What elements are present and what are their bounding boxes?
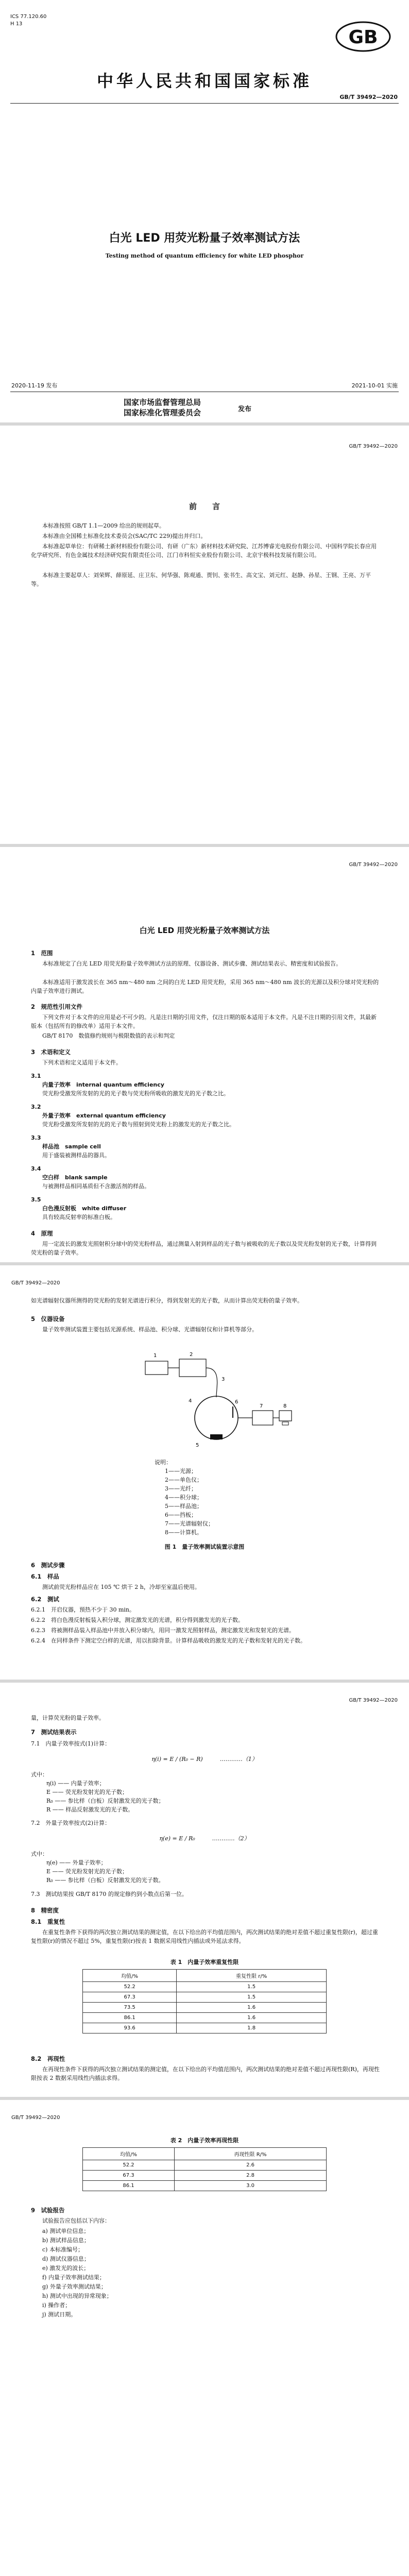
term-number: 3.1 xyxy=(31,1073,41,1079)
body-paragraph: 量子效率测试装置主要包括光源系统、样品池、积分球、光谱辐射仪和计算机等部分。 xyxy=(42,1326,258,1333)
formula-variable: η(e) —— 外量子效率； xyxy=(46,1859,107,1866)
term-definition: 荧光粉受激发所发射的光的光子数与荧光粉所吸收的激发光的光子数之比。 xyxy=(42,1090,229,1097)
table-header: 再现性限 R/% xyxy=(175,2148,327,2160)
term-title: 内量子效率 internal quantum efficiency xyxy=(42,1081,164,1088)
table-cell: 73.5 xyxy=(83,2003,177,2013)
page-separator xyxy=(0,1680,409,1683)
sample-cell xyxy=(210,1434,223,1439)
term-number: 3.5 xyxy=(31,1196,41,1203)
figure-label: 8 xyxy=(283,1403,287,1409)
table-row xyxy=(83,2003,327,2013)
body-paragraph: 本标准规定了白光 LED 用荧光粉量子效率测试方法的原理、仪器设备、测试步骤、测试结果表示、精密度和试验报告。 xyxy=(42,960,342,967)
table-header-row xyxy=(83,2148,327,2160)
report-item: i) 操作者； xyxy=(42,2302,71,2309)
table-cell: 93.6 xyxy=(83,2023,177,2033)
page-separator xyxy=(0,844,409,847)
figure-label: 4 xyxy=(189,1398,192,1404)
term-title: 空白样 blank sample xyxy=(42,1174,108,1181)
table-cell: 67.3 xyxy=(83,1992,177,2003)
step-item: 6.2.3 将被测样品装入样品池中并放入积分球内，用同一激发光照射样品，测定激发光和发射光的光谱。 xyxy=(31,1627,295,1634)
legend-item: 7——光谱辐射仪； xyxy=(165,1520,214,1527)
report-item: c) 本标准编号； xyxy=(42,2246,83,2253)
table-cell: 1.6 xyxy=(177,2003,327,2013)
legend-item: 5——样品池； xyxy=(165,1503,202,1510)
body-paragraph: 下列文件对于本文件的应用是必不可少的。凡是注日期的引用文件，仅注日期的版本适用于本文件。凡是不注日期的引用文件，其最新版本（包括所有的修改单）适用于本文件。 xyxy=(31,1014,377,1029)
term-number: 3.4 xyxy=(31,1165,41,1172)
formula-where: 式中： xyxy=(31,1851,48,1857)
subsection-heading: 6.1 样品 xyxy=(31,1573,59,1580)
table-caption: 表 2 内量子效率再现性限 xyxy=(170,2137,239,2144)
measurement-setup-diagram xyxy=(139,1346,294,1454)
term-title: 白色漫反射板 white diffuser xyxy=(42,1205,127,1212)
table-cell: 1.6 xyxy=(177,2013,327,2023)
figure-label: 3 xyxy=(221,1377,225,1382)
foreword-paragraph: 本标准由全国稀土标准化技术委员会(SAC/TC 229)提出并归口。 xyxy=(42,533,207,539)
term-definition: 荧光粉受激发所发射的光的光子数与照射到荧光粉上的激发光的光子数之比。 xyxy=(42,1121,235,1128)
term-title: 外量子效率 external quantum efficiency xyxy=(42,1112,166,1119)
page-separator xyxy=(0,1262,409,1265)
table-row xyxy=(83,1982,327,1992)
figure-label: 5 xyxy=(196,1443,199,1448)
table-cell: 52.2 xyxy=(83,1982,177,1992)
clause-text: 7.3 测试结果按 GB/T 8170 的规定修约到小数点后第一位。 xyxy=(31,1891,188,1897)
step-item: 6.2.4 在同样条件下测定空白样的光谱，用以扣除背景。计算样品吸收的激发光的光子数和发射光的光子数。 xyxy=(31,1637,306,1644)
table-row xyxy=(83,1992,327,2003)
body-paragraph: 下列术语和定义适用于本文件。 xyxy=(42,1059,122,1066)
table-cell: 67.3 xyxy=(83,2171,175,2181)
legend-item: 8——计算机。 xyxy=(165,1529,202,1536)
table-header: 均值/% xyxy=(83,2148,175,2160)
term-definition: 具有较高反射率的标准白板。 xyxy=(42,1214,116,1221)
normative-reference: GB/T 8170 数值修约规则与极限数值的表示和判定 xyxy=(42,1032,175,1039)
subsection-heading: 8.1 重复性 xyxy=(31,1918,65,1925)
legend-item: 1——光源； xyxy=(165,1468,197,1475)
term-number: 3.3 xyxy=(31,1134,41,1141)
page-header: GB/T 39492—2020 xyxy=(349,1698,398,1703)
monochromator-box xyxy=(179,1359,206,1377)
figure-label: 1 xyxy=(154,1353,157,1359)
foreword-paragraph: 本标准起草单位：有研稀土新材料股份有限公司、有研（广东）新材料技术研究院、江苏博睿光电股份有限公司、中国科学院长春应用化学研究所、有色金属技术经济研究院有限责任公司、江门市科恒实业股份有限公司、北京宇极科技发展有限公司。 xyxy=(31,543,377,558)
table-row xyxy=(83,2023,327,2033)
section-heading: 5 仪器设备 xyxy=(31,1315,65,1323)
section-heading: 7 测试结果表示 xyxy=(31,1728,77,1736)
page-header: GB/T 39492—2020 xyxy=(11,1280,60,1286)
formula-variable: E —— 荧光粉发射光的光子数； xyxy=(46,1789,128,1795)
formula-variable: E —— 荧光粉发射光的光子数； xyxy=(46,1868,128,1875)
body-paragraph: 在再现性条件下获得的两次独立测试结果的测定值，在以下给出的平均值范围内，两次测试结果的绝对差值不超过再现性限(R)，再现性限按表 2 数据采用线性内插法求得。 xyxy=(31,2066,380,2081)
report-item: d) 测试仪器信息； xyxy=(42,2256,90,2262)
term-title: 样品池 sample cell xyxy=(42,1143,101,1150)
gb-logo-icon xyxy=(335,21,391,53)
legend-title: 说明： xyxy=(155,1459,172,1466)
term-definition: 与被测样品相同基质但不含激活剂的样品。 xyxy=(42,1183,150,1190)
issue-date: 2020-11-19 发布 xyxy=(11,382,58,389)
page-header: GB/T 39492—2020 xyxy=(349,444,398,449)
subsection-heading: 8.2 再现性 xyxy=(31,2055,65,2062)
body-paragraph: 在重复性条件下获得的两次独立测试结果的测定值，在以下给出的平均值范围内，两次测试结果的绝对差值不超过重复性限(r)，超过重复性限(r)的情况不超过 5%，重复性限(r)按表 1 数据采用线性内插法或外延法求得。 xyxy=(31,1929,378,1944)
light-source-box xyxy=(145,1361,168,1375)
formula-variable: η(i) —— 内量子效率； xyxy=(46,1780,105,1787)
document-title: 白光 LED 用荧光粉量子效率测试方法 xyxy=(139,926,270,935)
report-item: f) 内量子效率测试结果； xyxy=(42,2274,105,2281)
section-heading: 3 术语和定义 xyxy=(31,1048,71,1056)
page-header: GB/T 39492—2020 xyxy=(349,862,398,868)
step-item: 6.2.2 将白色漫反射板装入积分球，测定激发光的光谱，积分得到激发光的光子数。 xyxy=(31,1617,244,1623)
formula-variable: R₀ —— 参比样（白板）反射激发光的光子数。 xyxy=(46,1877,164,1884)
figure-label: 7 xyxy=(260,1403,263,1409)
legend-item: 3——光纤； xyxy=(165,1485,197,1492)
table-cell: 86.1 xyxy=(83,2013,177,2023)
table-header-row xyxy=(83,1970,327,1982)
subsection-heading: 6.2 测试 xyxy=(31,1596,59,1603)
table-header: 重复性限 r/% xyxy=(177,1970,327,1982)
formula-1: η(i) = E / (R₀ − R) …………（1） xyxy=(151,1756,258,1762)
spectroradiometer-box xyxy=(252,1411,273,1425)
issued-label: 发布 xyxy=(238,405,252,413)
section-heading: 4 原理 xyxy=(31,1230,53,1237)
table-row xyxy=(83,2181,327,2191)
section-heading: 8 精密度 xyxy=(31,1907,59,1914)
implementation-date: 2021-10-01 实施 xyxy=(351,382,398,389)
formula-variable: R —— 样品反射激发光的光子数。 xyxy=(46,1806,134,1813)
report-item: h) 测试中出现的异常现象； xyxy=(42,2293,112,2299)
table-cell: 1.5 xyxy=(177,1992,327,2003)
figure-label: 2 xyxy=(190,1352,193,1358)
foreword-paragraph: 本标准主要起草人：刘荣辉、薛原延、庄卫东、何华强、陈观通、贾钊、张书生、高文宝、刘元红、赵静、孙星、王钢、王亮、万平等。 xyxy=(31,572,371,587)
table-row xyxy=(83,2013,327,2023)
page-separator xyxy=(0,422,409,426)
table-row xyxy=(83,2171,327,2181)
figure-caption: 图 1 量子效率测试装置示意图 xyxy=(164,1544,245,1550)
table-cell: 1.8 xyxy=(177,2023,327,2033)
cover-standard-number: GB/T 39492—2020 xyxy=(339,94,398,100)
table-cell: 2.8 xyxy=(175,2171,327,2181)
report-item: e) 激发光的波长； xyxy=(42,2265,90,2272)
logo-text: GB xyxy=(348,27,378,48)
fiber-line xyxy=(206,1368,217,1397)
clause-text: 7.1 内量子效率按式(1)计算： xyxy=(31,1740,111,1747)
formula-variable: R₀ —— 参比样（白板）反射激发光的光子数； xyxy=(46,1798,164,1804)
body-paragraph: 试验报告应包括以下内容： xyxy=(42,2217,110,2224)
page-separator xyxy=(0,2097,409,2100)
table-header: 均值/% xyxy=(83,1970,177,1982)
body-paragraph: 本标准适用于激发波长在 365 nm～480 nm 之间的白光 LED 用荧光粉，采用 365 nm～480 nm 波长的光源以及积分球对荧光粉的内量子效率进行测试。 xyxy=(31,979,379,994)
section-heading: 9 试验报告 xyxy=(31,2207,65,2214)
legend-item: 2——单色仪； xyxy=(165,1477,202,1483)
cover-cn-title: 白光 LED 用荧光粉量子效率测试方法 xyxy=(109,232,300,245)
ccs-code: H 13 xyxy=(10,21,23,27)
table-cell: 86.1 xyxy=(83,2181,175,2191)
cover-standard-title: 中华人民共和国国家标准 xyxy=(96,71,312,91)
report-item: j) 测试日期。 xyxy=(42,2311,77,2318)
clause-text: 7.2 外量子效率按式(2)计算： xyxy=(31,1820,111,1826)
foreword-paragraph: 本标准按照 GB/T 1.1—2009 给出的规则起草。 xyxy=(42,522,165,529)
section-heading: 6 测试步骤 xyxy=(31,1562,65,1569)
table-cell: 2.6 xyxy=(175,2160,327,2171)
body-paragraph: 测试前荧光粉样品应在 105 ℃ 烘干 2 h，冷却至室温后使用。 xyxy=(42,1584,200,1590)
body-paragraph: 如光谱辐射仪器所测得的荧光粉的发射光谱进行积分，得到发射光的光子数，从而计算出荧光粉的量子效率。 xyxy=(31,1297,303,1304)
body-paragraph: 用一定波长的激发光照射积分球中的荧光粉样品，通过测量入射到样品的光子数与被吸收的光子数以及荧光粉发射的光子数，计算得到荧光粉的量子效率。 xyxy=(31,1241,377,1256)
legend-item: 6——挡板； xyxy=(165,1512,197,1518)
cover-en-title: Testing method of quantum efficiency for white LED phosphor xyxy=(105,252,304,259)
foreword-title: 前 言 xyxy=(189,502,220,511)
table-cell: 52.2 xyxy=(83,2160,175,2171)
report-item: g) 外量子效率测试结果； xyxy=(42,2283,107,2290)
table-cell: 1.5 xyxy=(177,1982,327,1992)
figure-label: 6 xyxy=(235,1399,238,1405)
section-heading: 1 范围 xyxy=(31,950,53,957)
formula-where: 式中： xyxy=(31,1771,48,1778)
page-header: GB/T 39492—2020 xyxy=(11,2115,60,2121)
body-paragraph: 量，计算荧光粉的量子效率。 xyxy=(31,1715,105,1721)
issuer-1: 国家市场监督管理总局 xyxy=(124,398,201,407)
term-definition: 用于盛装被测样品的器具。 xyxy=(42,1152,110,1159)
report-item: b) 测试样品信息； xyxy=(42,2237,90,2244)
ics-code: ICS 77.120.60 xyxy=(10,14,47,20)
issuer-2: 国家标准化管理委员会 xyxy=(124,408,201,417)
repeatability-table xyxy=(82,1969,327,2033)
formula-2: η(e) = E / R₀ …………（2） xyxy=(159,1835,250,1842)
section-heading: 2 规范性引用文件 xyxy=(31,1003,83,1010)
table-caption: 表 1 内量子效率重复性限 xyxy=(170,1959,239,1965)
step-item: 6.2.1 开启仪器，预热不少于 30 min。 xyxy=(31,1606,135,1613)
term-number: 3.2 xyxy=(31,1104,41,1110)
legend-item: 4——积分球； xyxy=(165,1494,202,1501)
integrating-sphere xyxy=(195,1396,238,1439)
report-item: a) 测试单位信息； xyxy=(42,2228,90,2234)
reproducibility-table xyxy=(82,2147,327,2191)
computer-box xyxy=(279,1411,292,1421)
table-row xyxy=(83,2160,327,2171)
table-cell: 3.0 xyxy=(175,2181,327,2191)
